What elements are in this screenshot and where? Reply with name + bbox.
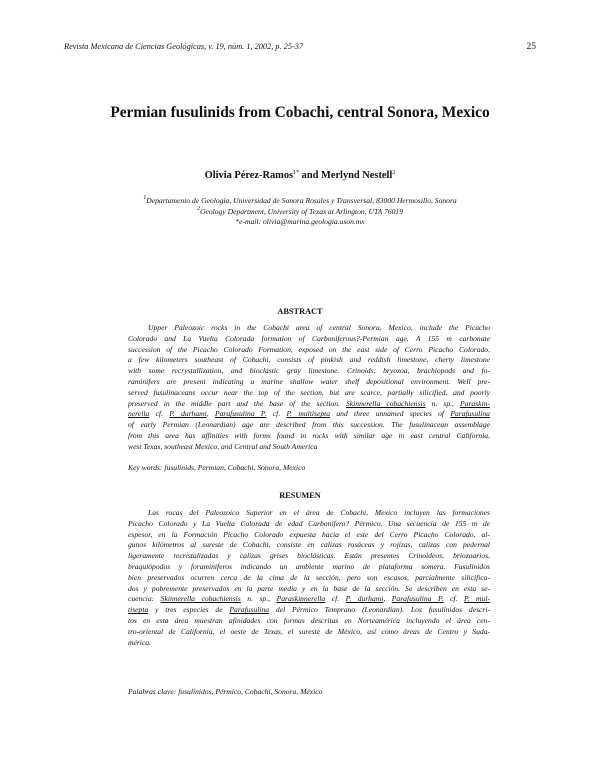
journal-citation: Revista Mexicana de Ciencias Geológicas, v. 19, núm. 1, 2002, p. 25-37 (64, 42, 304, 51)
resumen-text: , (383, 594, 392, 604)
palabras-clave: Palabras clave: fusulínidos, Pérmico, Cobachi, Sonora, México (128, 687, 323, 696)
taxon-name: Paraskin- (460, 398, 490, 408)
taxon-name: Skinnerella cobachiensis (160, 594, 241, 604)
abstract-line (128, 399, 490, 410)
affiliation-1 (0, 195, 600, 205)
resumen-heading: RESUMEN (279, 491, 321, 500)
abstract-line: Colorado and La Vuelta Colorada formation of Carboniferous?-Permian age. A 155 m carbonate (128, 333, 490, 343)
taxon-name: Skinnerella cobachiensis (346, 398, 426, 408)
resumen-line: tro-oriental de California, el oeste de Texas, el sureste de México, así como áreas de Centro y Suda- (128, 626, 490, 636)
resumen-line: bien preservados ocurren cerca de la cima de la sección, pero son escasos, parcialmente silicifica- (128, 572, 490, 582)
resumen-text: n. sp., (240, 594, 277, 604)
abstract-heading: ABSTRACT (277, 307, 323, 316)
taxon-name: Parafusulina P. (214, 409, 267, 419)
keywords: Key words: fusulinids, Permian, Cobachi, Sonora, Mexico (128, 463, 306, 472)
abstract-text: n. sp., (425, 398, 461, 408)
affiliation-2-mark: 2 (196, 206, 200, 212)
resumen-line: braquiópodos y foraminíferos indicando un ambiente marino de plataforma somera. Fusulínidos (128, 561, 490, 571)
resumen-text: y tres especies de (148, 605, 230, 615)
resumen-line (128, 594, 490, 605)
author-conjunction: and (299, 170, 322, 181)
resumen-line: tos en esta área muestran afinidades con formas descritas en Norteamérica incluyendo el área cen- (128, 615, 490, 625)
resumen-text: del Pérmico Temprano (Leonardian). Los fusulínidos descri- (269, 605, 491, 615)
abstract-line: succession of the Picacho Colorado Formation, exposed on the east side of Cerro Picacho Colorado, (128, 344, 490, 354)
abstract-text: , (206, 409, 215, 419)
resumen-body (128, 508, 490, 648)
abstract-line: with some recrystallization, and bioclastic gray limestone. Crinoids, bryozoa, brachiopods and fo- (128, 366, 490, 376)
taxon-name: tisepta (128, 605, 149, 615)
taxon-name: P. mul- (463, 594, 490, 604)
abstract-line: served fusulinaceans occur near the top of the section, but are scarce, partially silicified, and poorly (128, 387, 490, 397)
resumen-text: cf. (443, 594, 464, 604)
taxon-name: P. durhami (345, 594, 384, 604)
abstract-line: from this area has affinities with forms found in rocks with similar age in east central California, (128, 430, 490, 440)
author-2: Merlynd Nestell (321, 170, 393, 181)
resumen-line: Las rocas del Paleozoico Superior en el área de Cobachi, Mexico incluyen las formaciones (148, 508, 490, 517)
abstract-line: west Texas, southeast Mexico, and Central and South America (128, 441, 318, 451)
taxon-name: Paraskinnerella (276, 594, 326, 604)
abstract-text: preserved in the middle part and the base of the section. (128, 398, 340, 408)
abstract-line (128, 409, 490, 420)
resumen-line (128, 605, 490, 616)
taxon-name: P. durhami (169, 409, 207, 419)
running-header (64, 42, 536, 56)
taxon-name: Parafusulina P. (391, 594, 444, 604)
resumen-line: dos y pobremente preservados en la parte media y en la base de la sección. Se describen en esta se- (128, 583, 490, 593)
affiliation-1-mark: 1 (143, 195, 147, 201)
author-line (0, 170, 600, 181)
resumen-line: Picacho Colorado y La Vuelta Colorada de edad Carbonífero? Pérmico. Una secuencia de 155 m de (128, 518, 490, 528)
resumen-text: cuencia: (128, 594, 161, 604)
abstract-text: cf. (266, 409, 287, 419)
resumen-line: gunos kilómetros al sureste de Cobachi, consiste en calizas rosáceas y rojizas, calizas con pedernal (128, 540, 490, 550)
abstract-text: and three unnamed species of (330, 409, 451, 419)
author-email: *e-mail: olivia@marina.geologia.uson.mx (235, 217, 365, 226)
resumen-text: cf. (325, 594, 346, 604)
taxon-name: nerella (128, 409, 150, 419)
page-number: 25 (526, 42, 536, 52)
abstract-body (128, 323, 490, 453)
abstract-text: cf. (149, 409, 170, 419)
affiliation-1-text: Departamento de Geología, Universidad de Sonora Rosales y Transversal, 83000 Hermosillo, Sonora (146, 196, 457, 205)
author-1-affil-mark: 1* (293, 170, 300, 176)
resumen-line: ligeramente recristalizadas y calizas grises bioclásticas. Están presentes Crinoideos, briozoarios, (128, 551, 490, 561)
paper-title: Permian fusulinids from Cobachi, central Sonora, Mexico (110, 104, 490, 121)
author-2-affil-mark: 2 (392, 170, 396, 176)
resumen-line: espesor, en la Formación Picacho Colorado expuesta hacia el este del Cerro Picacho Colorado, al- (128, 529, 490, 539)
resumen-line: mérica. (128, 637, 151, 647)
abstract-line: a few kilometers southeast of Cobachi, consists of pinkish and reddish limestone, cherty limestone (128, 355, 490, 365)
author-1: Olivia Pérez-Ramos (204, 170, 294, 181)
taxon-name: Parafusulina (229, 605, 270, 615)
abstract-line: raminifers are present indicating a marine shallow water shelf depositional environment. Well pre- (128, 376, 490, 386)
abstract-line: Upper Paleozoic rocks in the Cobachi area of central Sonora, Mexico, include the Picacho (148, 323, 490, 332)
affiliation-2-text: Geology Department, University of Texas at Arlington, UTA 76019 (199, 207, 404, 216)
taxon-name: Parafusulina (450, 409, 490, 419)
taxon-name: P. multisepta (286, 409, 331, 419)
affiliation-2 (0, 206, 600, 216)
abstract-line: of early Permian (Leonardian) age are described from this succession. The fusulinacean assemblage (128, 420, 490, 430)
